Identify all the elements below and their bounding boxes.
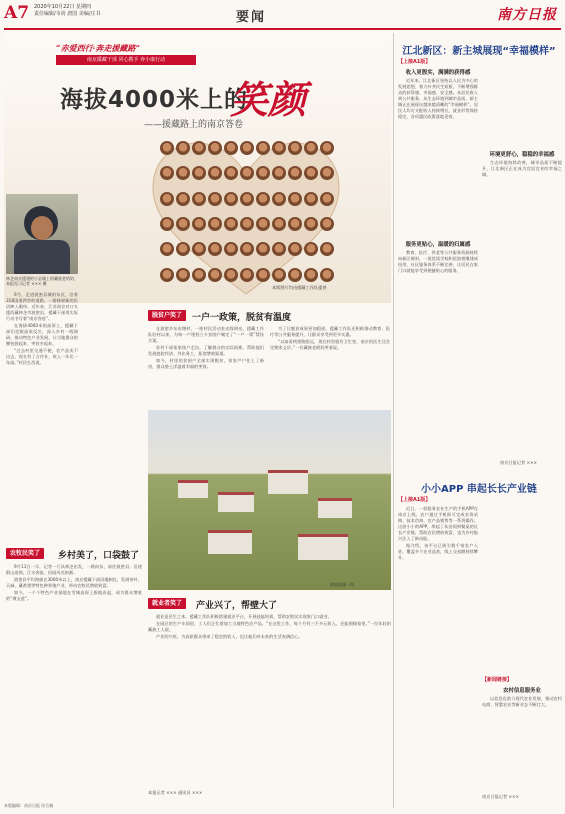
face-thumbnail bbox=[192, 242, 206, 256]
right-article-body-2: 教育、医疗、养老等公共服务资源持续向新区倾斜，一批优质学校和医院相继建成投用，社区服务体系不断完善，让居民在家门口就能享受到便捷贴心的服务。 bbox=[398, 250, 478, 273]
face-thumbnail bbox=[208, 217, 222, 231]
face-thumbnail bbox=[224, 141, 238, 155]
right-article-title: 江北新区：新主城展现“幸福模样” bbox=[402, 46, 556, 57]
masthead bbox=[0, 0, 565, 30]
face-thumbnail bbox=[272, 166, 286, 180]
right-article-title-2: 小小APP 串起长长产业链 bbox=[421, 484, 537, 495]
portrait-photo bbox=[6, 194, 78, 274]
face-thumbnail bbox=[272, 268, 286, 282]
face-thumbnail bbox=[304, 242, 318, 256]
face-thumbnail bbox=[224, 242, 238, 256]
face-thumbnail bbox=[224, 268, 238, 282]
news-link-body: 以信息化助力现代农业发展，推动农村电商、智慧农业等新业态不断壮大。 bbox=[482, 696, 562, 707]
section-band-2: 农牧民笑了 bbox=[6, 548, 44, 559]
face-thumbnail bbox=[160, 268, 174, 282]
page-number: A7 bbox=[4, 3, 30, 23]
face-thumbnail bbox=[224, 192, 238, 206]
face-thumbnail bbox=[288, 166, 302, 180]
right-signature-1: 南京日报记者 ××× bbox=[500, 460, 537, 465]
face-thumbnail bbox=[256, 141, 270, 155]
article-bottom-mid: 就业是民生之本。援藏工作队积极搭建就业平台，开展技能培训，帮助农牧民实现家门口就业。 在园区的生产车间里，工人们正忙着加工当地特色农产品。“在这里工作，每个月有三千多元收入，还能照顾家里。”一位年轻的藏族工人说。 产业的兴旺，为高原群众带来了稳定的收入，也让他们对未来的生活充满信心。 bbox=[148, 614, 391, 639]
face-thumbnail bbox=[240, 166, 254, 180]
face-thumbnail bbox=[256, 192, 270, 206]
face-thumbnail bbox=[272, 242, 286, 256]
face-thumbnail bbox=[304, 268, 318, 282]
face-thumbnail bbox=[240, 217, 254, 231]
continued-tag-2: 【上接A1版】 bbox=[398, 497, 431, 503]
face-thumbnail bbox=[320, 242, 334, 256]
face-thumbnail bbox=[192, 166, 206, 180]
face-thumbnail bbox=[176, 192, 190, 206]
date: 2020年10月22日 星期四 bbox=[34, 4, 92, 10]
face-thumbnail bbox=[304, 141, 318, 155]
face-thumbnail bbox=[288, 217, 302, 231]
news-link-title: 农村信息服务业 bbox=[503, 688, 541, 694]
face-thumbnail bbox=[160, 166, 174, 180]
right-article-body-1: 近年来，江北新区坚持以人民为中心的发展思想，着力补齐民生短板，不断增强群众的获得感、幸福感、安全感。从居民收入到公共服务，从生态环境到城市品质，新主城正在展现出越来越清晰的“幸福模样”。居民人均可支配收入持续增长，就业形势保持稳定，各项惠民政策落地见效。 bbox=[398, 78, 478, 119]
hero-caption: 本版图片均由援藏工作队提供 bbox=[272, 285, 327, 290]
section-title: 要闻 bbox=[236, 10, 267, 25]
section-title-2: 乡村美了，口袋鼓了 bbox=[58, 551, 140, 561]
face-thumbnail bbox=[240, 242, 254, 256]
writers-credit: 本报记者 ××× 通讯员 ××× bbox=[148, 790, 203, 795]
smiling-faces-collage bbox=[154, 141, 340, 291]
dateline bbox=[34, 4, 101, 18]
face-thumbnail bbox=[288, 268, 302, 282]
face-thumbnail bbox=[304, 166, 318, 180]
face-thumbnail bbox=[256, 166, 270, 180]
face-thumbnail bbox=[320, 217, 334, 231]
face-thumbnail bbox=[176, 166, 190, 180]
face-thumbnail bbox=[208, 242, 222, 256]
news-link-tag: 【新闻链接】 bbox=[482, 677, 513, 683]
face-thumbnail bbox=[304, 192, 318, 206]
face-thumbnail bbox=[192, 192, 206, 206]
face-thumbnail bbox=[320, 192, 334, 206]
face-thumbnail bbox=[240, 192, 254, 206]
face-thumbnail bbox=[256, 217, 270, 231]
article-mid-column: 在波密乡东布塘村，一座村民活动室光线明亮。援藏工作队驻村以来，为每一户建档立卡贫困户制定了“一户一策”帮扶方案。 驻村干部挨家挨户走访，了解群众的实际困难，帮助他们发展庭院经济、外出务工，拓宽增收渠道。 如今，村里的贫困户全部实现脱贫，家家户户住上了新房，群众脸上洋溢着幸福的笑容。 bbox=[148, 326, 264, 369]
masthead-rule bbox=[4, 28, 561, 30]
face-thumbnail bbox=[208, 268, 222, 282]
face-thumbnail bbox=[160, 141, 174, 155]
article-bottom-left: 9月11日一早，记者一行从林芝出发，一路向东，前往波密县。沿途群山连绵，江水奔流，田园风光如画。 波密县平均海拔在3000米以上，南京援藏干部因地制宜，发展茶叶、天麻、藏香猪等特色种养殖产业，带动农牧民增收致富。 如今，一个个特色产业基地在雪域高原上拔地而起，成为群众增收的“聚宝盆”。 bbox=[6, 564, 142, 601]
village-photo bbox=[148, 410, 391, 590]
face-thumbnail bbox=[208, 141, 222, 155]
editors: 责任编辑/韦尚 唐国 美编/庄书 bbox=[34, 11, 101, 17]
face-thumbnail bbox=[240, 268, 254, 282]
right-signature-2: 南京日报记者 ××× bbox=[482, 794, 519, 799]
face-thumbnail bbox=[208, 192, 222, 206]
headline-calligraphy: 笑颜 bbox=[230, 77, 307, 122]
face-thumbnail bbox=[320, 166, 334, 180]
face-thumbnail bbox=[288, 141, 302, 155]
right-article-2-body: 近日，一款服务农业生产的手机APP在南京上线，农户通过手机即可完成农资采购、技术咨询、农产品销售等一系列操作。这款小小的APP，串起了从田间到餐桌的长长产业链，帮助农民增收致富，也为乡村振兴注入了新动能。 据介绍，该平台已吸引数千家农户入驻，覆盖多个农业品类，线上交易额持续攀升。 bbox=[398, 506, 478, 560]
village-caption: 波密县城一角 bbox=[330, 582, 354, 587]
face-thumbnail bbox=[272, 141, 286, 155]
face-thumbnail bbox=[176, 268, 190, 282]
hero-campaign-bar: 南京援藏干部 同心携手 奔小康行动 bbox=[56, 55, 196, 65]
face-thumbnail bbox=[240, 141, 254, 155]
face-thumbnail bbox=[320, 141, 334, 155]
hero-tagline: “赤爱西行·奔走援藏路” bbox=[56, 43, 140, 53]
face-thumbnail bbox=[176, 141, 190, 155]
face-thumbnail bbox=[288, 242, 302, 256]
face-thumbnail bbox=[304, 217, 318, 231]
face-thumbnail bbox=[256, 268, 270, 282]
right-subhead-2: 服务更贴心，温暖的归属感 bbox=[405, 242, 471, 248]
right-article-body-3: 生态环境持续改善，城市品质不断提升，江北新区正在成为宜居宜业的幸福之城。 bbox=[482, 160, 562, 177]
column-divider bbox=[393, 33, 394, 808]
face-thumbnail bbox=[192, 268, 206, 282]
right-subhead-3: 环境更舒心，稳稳的幸福感 bbox=[489, 152, 555, 158]
face-thumbnail bbox=[256, 242, 270, 256]
face-thumbnail bbox=[224, 217, 238, 231]
face-thumbnail bbox=[160, 217, 174, 231]
face-thumbnail bbox=[224, 166, 238, 180]
section-title-3: 产业兴了，帮壁大了 bbox=[196, 601, 278, 611]
face-thumbnail bbox=[160, 242, 174, 256]
face-thumbnail bbox=[192, 217, 206, 231]
headline: 海拔4000米上的 bbox=[60, 87, 249, 113]
section-band-1: 脱贫户笑了 bbox=[148, 310, 186, 321]
section-title-1: 一户一政策，脱贫有温度 bbox=[192, 313, 292, 323]
newspaper-logo: 南方日报 bbox=[497, 7, 557, 23]
face-thumbnail bbox=[176, 242, 190, 256]
headline-subtitle: ——援藏路上的南京答卷 bbox=[144, 120, 244, 130]
section-band-3: 就业者笑了 bbox=[148, 598, 186, 609]
page-footer: 本版编辑：南京日报 综合稿 bbox=[4, 803, 54, 808]
face-thumbnail bbox=[320, 268, 334, 282]
article-left-column: 9月，走进波密县城的东区，沿着318国道两旁的道路，一排排崭新的民居映入眼帘。近年来，江苏南京对口支援西藏林芝市波密县，援藏干部用实际行动书写着“南京答卷”。 在海拔4000米的高原上，援藏干部们克服高原反应，深入乡村一线调研，推动特色产业发展，让当地群众的腰包鼓起来、笑容多起来。 “过去村里交通不便，农产品卖不出去，现在有了合作社，收入一年比一年高。”村民扎西说。 bbox=[6, 292, 78, 365]
face-thumbnail bbox=[272, 217, 286, 231]
right-subhead-1: 收入更殷实，满满的获得感 bbox=[405, 70, 471, 76]
face-thumbnail bbox=[160, 192, 174, 206]
face-thumbnail bbox=[208, 166, 222, 180]
face-thumbnail bbox=[272, 192, 286, 206]
article-mid-column-2: 为了让脱贫成果更加稳固，援藏工作队还积极推动教育、医疗等公共服务提升，让群众享受到更多实惠。 “以前看病要跑很远，现在村里就有卫生室，南京的医生还会定期来义诊。”一位藏族老阿妈笑着说。 bbox=[270, 326, 390, 350]
face-thumbnail bbox=[176, 217, 190, 231]
continued-tag: 【上接A1版】 bbox=[398, 59, 431, 65]
face-thumbnail bbox=[192, 141, 206, 155]
portrait-caption: 林芝南京援建的小县城上的藏族老奶奶，本报见习记者 ××× 摄 bbox=[6, 276, 78, 286]
face-thumbnail bbox=[288, 192, 302, 206]
